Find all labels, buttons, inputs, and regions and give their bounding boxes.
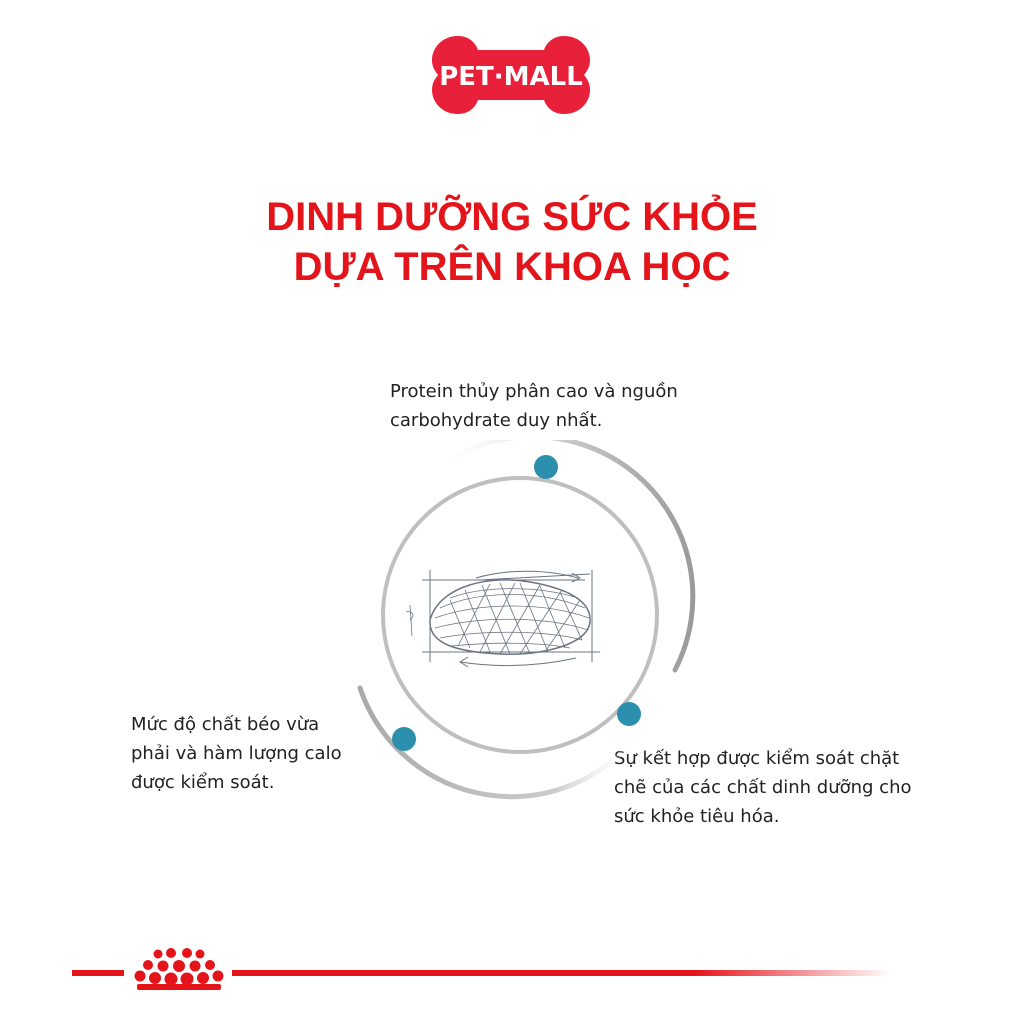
callout-text-line: carbohydrate duy nhất. (390, 410, 603, 431)
inner-circle (383, 478, 657, 752)
footer-line-right (232, 970, 892, 976)
kibble-diagram (340, 440, 700, 800)
callout-protein (390, 377, 678, 435)
logo-text: PET·MALL (439, 62, 583, 92)
royal-canin-crown-icon (135, 948, 224, 990)
kibble-sketch-icon (406, 570, 600, 667)
callout-text-line: phải và hàm lượng calo (131, 743, 342, 764)
footer-bar-svg (0, 940, 1024, 1000)
callout-text-line: được kiểm soát. (131, 772, 275, 793)
callout-text-line: Protein thủy phân cao và nguồn (390, 381, 678, 402)
headline-line-1: DINH DƯỠNG SỨC KHỎE (266, 195, 758, 239)
callout-text-line: sức khỏe tiêu hóa. (614, 806, 780, 827)
kibble-diagram-svg (340, 440, 700, 800)
callout-dot-right (617, 702, 641, 726)
brand-footer-bar (0, 940, 1024, 1000)
pet-mall-logo (418, 32, 604, 118)
callout-text-line: Mức độ chất béo vừa (131, 714, 320, 735)
headline-line-2: DỰA TRÊN KHOA HỌC (293, 245, 731, 289)
callout-fat (131, 710, 342, 797)
callout-text-line: Sự kết hợp được kiểm soát chặt (614, 748, 900, 769)
footer-line-left (72, 970, 124, 976)
callout-dot-top (534, 455, 558, 479)
callout-dot-left (392, 727, 416, 751)
callout-text-line: chẽ của các chất dinh dưỡng cho (614, 777, 912, 798)
